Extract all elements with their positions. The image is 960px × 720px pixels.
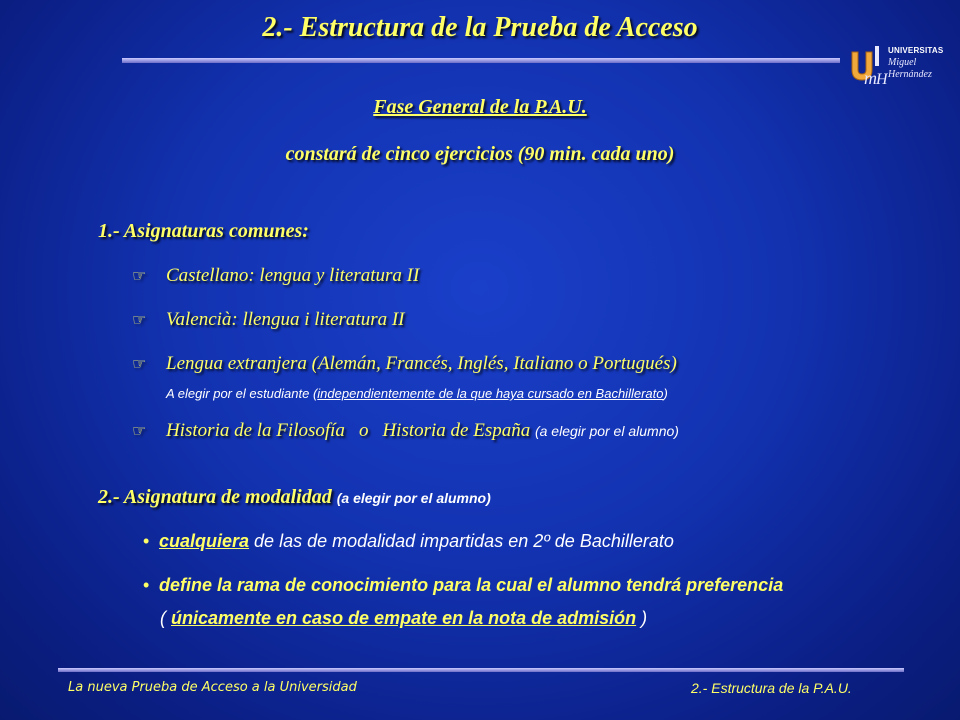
pointing-hand-icon: ☞: [132, 310, 147, 329]
section-modality-title: 2.- Asignatura de modalidad: [98, 486, 332, 508]
university-logo: [848, 44, 953, 94]
section-modality-note: (a elegir por el alumno): [336, 490, 491, 506]
list-item-label: Lengua extranjera (Alemán, Francés, Inglés, Italiano o Portugués): [166, 353, 677, 374]
pointing-hand-icon: ☞: [132, 421, 147, 440]
bullet-dot-icon: •: [143, 575, 150, 595]
foreign-language-note: [166, 386, 668, 401]
note-underlined: independientemente de la que haya cursado en Bachillerato: [317, 386, 664, 401]
list-item-any-modality: [143, 531, 674, 552]
slide-title: 2.- Estructura de la Prueba de Acceso: [262, 12, 698, 43]
fase-general-subtitle: constará de cinco ejercicios (90 min. cada uno): [285, 143, 675, 165]
list-item-history: [132, 420, 679, 442]
history-spain-label: Historia de España: [382, 420, 531, 441]
umh-logo-icon: [848, 44, 888, 88]
list-item-castellano: [132, 265, 419, 287]
title-divider: [122, 58, 840, 63]
fase-general-heading: Fase General de la P.A.U.: [373, 96, 587, 118]
pointing-hand-icon: ☞: [132, 354, 147, 373]
list-item-label: Valencià: llengua i literatura II: [166, 309, 405, 330]
svg-text:H: H: [876, 71, 888, 88]
tie-break-note: [160, 608, 647, 629]
pointing-hand-icon: ☞: [132, 266, 147, 285]
modality-rest-text: de las de modalidad impartidas en 2º de Bachillerato: [249, 531, 674, 551]
section-common-subjects-heading: 1.- Asignaturas comunes:: [98, 220, 309, 242]
tie-break-emphasis: únicamente en caso de empate en la nota de admisión: [171, 608, 637, 628]
logo-text-hernandez: Hernández: [888, 69, 932, 80]
bullet-dot-icon: •: [143, 531, 150, 551]
list-item-label: Castellano: lengua y literatura II: [166, 265, 420, 286]
list-item-preference: [143, 575, 783, 596]
preference-text: define la rama de conocimiento para la cual el alumno tendrá preferencia: [159, 575, 784, 595]
note-prefix: A elegir por el estudiante (: [166, 386, 318, 401]
history-note: (a elegir por el alumno): [534, 423, 679, 439]
footer-presentation-title: La nueva Prueba de Acceso a la Universidad: [68, 680, 357, 695]
list-item-valencia: [132, 309, 405, 331]
history-philosophy-label: Historia de la Filosofía: [166, 420, 345, 441]
logo-text-miguel: Miguel: [888, 57, 917, 68]
footer-divider: [58, 668, 904, 672]
history-or-label: o: [358, 420, 369, 441]
emphasis-cualquiera: cualquiera: [159, 531, 250, 551]
tie-break-close: ): [636, 608, 648, 628]
svg-text:m: m: [864, 68, 877, 88]
footer-section-title: 2.- Estructura de la P.A.U.: [691, 680, 852, 696]
logo-text-universitas: UNIVERSITAS: [888, 46, 944, 55]
section-modality-heading: [98, 486, 491, 509]
tie-break-open: (: [160, 608, 171, 628]
list-item-foreign-language: [132, 353, 677, 375]
note-suffix: ): [663, 386, 668, 401]
